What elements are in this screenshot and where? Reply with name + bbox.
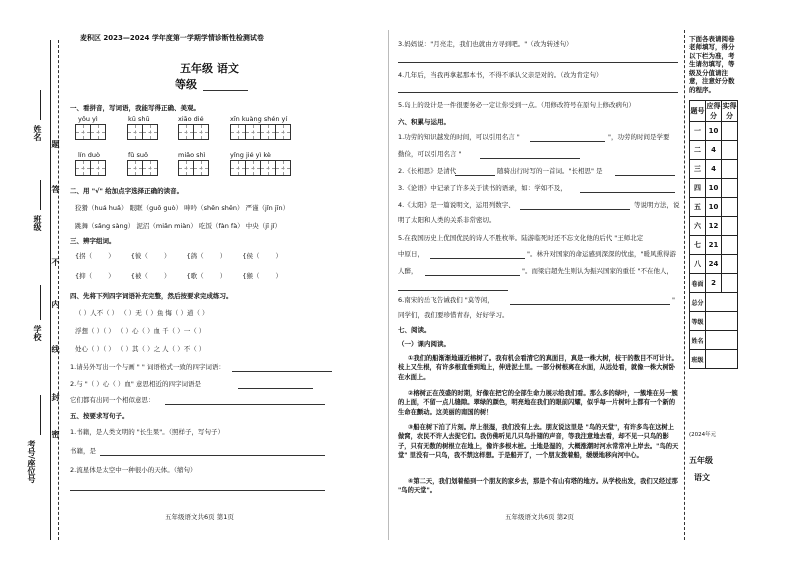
page1-footer: 五年级语文共6页 第1页 xyxy=(165,513,234,521)
q6-6-blank[interactable] xyxy=(510,304,670,305)
side-subject: 语文 xyxy=(694,473,710,482)
margin-rule xyxy=(50,40,51,540)
page2-footer: 五年级语文共6页 第2页 xyxy=(505,513,574,521)
score-row-cell[interactable] xyxy=(722,141,738,160)
q6-5b: 中原日， xyxy=(398,250,424,258)
grade-subject: 五年级 语文 xyxy=(180,62,239,75)
q6-1a: 1.功劳的知识越发的时间，可以引用名言 " xyxy=(398,133,520,141)
section7-subtitle: （一）课内阅读。 xyxy=(398,340,450,348)
section5-q2: 2.流星体是太空中一种很小的天体。（缩句） xyxy=(70,466,197,474)
reading-para-2: ②榕树正在茂盛的时期，好像在把它的全部生命力展示给我们看。那么多的绿叶，一簇堆在另一簇的上面，不留一点儿缝隙。翠绿的颜色，明亮地在我们的眼前闪耀，似乎每一片树叶上都有一个新的生命在颤动。这美丽的南国的树！ xyxy=(398,390,678,416)
char-grid-1[interactable] xyxy=(75,124,105,140)
section4-q2: 2.与 "（ ）心（ ）血" 意思相近的四字词语是 xyxy=(70,380,201,388)
section4-line1: （ ）人不（ ） （ ）无（ ）鱼 悔（ ）道（ ） xyxy=(75,309,209,317)
s5-q1-blank[interactable] xyxy=(100,455,325,456)
center-fold xyxy=(388,30,389,540)
char-grid-7[interactable] xyxy=(178,160,208,176)
s5-q2-blank[interactable] xyxy=(70,490,325,491)
score-row-full: 10 xyxy=(706,122,722,141)
score-row-label: 六 xyxy=(690,217,706,236)
q6-1c: 勤俭，可以引用名言 " xyxy=(398,150,462,158)
score-row-label: 卷面 xyxy=(690,274,706,293)
q6-2: 2.《长相思》是清代 xyxy=(398,167,457,175)
score-row-cell[interactable] xyxy=(722,122,738,141)
score-row-label: 五 xyxy=(690,198,706,217)
seal-char-5: 线 xyxy=(51,345,60,353)
section5-q1: 1.书籍，是人类文明的 "长生果"。（照样子，写句子） xyxy=(70,428,224,436)
q6-6: 6.南宋的岳飞告诫我们 "莫等闲， xyxy=(398,296,494,304)
pinyin-3: xiāo dié xyxy=(178,115,204,123)
q3: 3.妈妈说："月亮走，我们也就由方寻到吧。"（改为转述句） xyxy=(398,40,573,48)
char-grid-2[interactable] xyxy=(127,124,157,140)
section2-line2: 跳舞（sǎng sàng） 泥沼（miǎn miàn） 吃饭（fàn fà） 中央（jī jǐ） xyxy=(75,222,282,230)
score-row-label: 一 xyxy=(690,122,706,141)
section4-title: 四、先将下列四字词语补充完整，然后按要求完成练习。 xyxy=(70,292,233,300)
q6-4b: 等说明方法，说 xyxy=(634,201,680,209)
section5-title: 五、按要求写句子。 xyxy=(70,412,129,420)
level-label: 等级 xyxy=(175,78,197,91)
section3-title: 三、辨字组词。 xyxy=(70,237,116,245)
section2-title: 二、用 "√" 给加点字选择正确的读音。 xyxy=(70,187,184,195)
section4-q1: 1.请另外写出一个与画 " " 词语格式一致的四字词语： xyxy=(70,363,225,371)
class-label: 班级 xyxy=(33,215,42,231)
pinyin-4: xīn kuàng shén yí xyxy=(230,115,288,123)
q6-5d: 人醉， xyxy=(398,267,418,275)
section5-q1-answer-prefix: 书籍，是 xyxy=(70,447,96,455)
char-grid-6[interactable] xyxy=(127,160,157,176)
total-score-cell[interactable] xyxy=(706,293,738,312)
q4-blank[interactable] xyxy=(398,92,678,93)
name-cell[interactable] xyxy=(706,331,738,350)
q6-7: 同学们，我们要珍惜青春，好好学习。 xyxy=(398,311,509,319)
char-grid-4[interactable] xyxy=(230,124,290,140)
reading-para-4: ④第二天，我们划着船到一个朋友的家乡去，那是个有山有塔的地方。从学校出发，我们又经过那 "鸟的天堂"。 xyxy=(398,478,678,495)
section4-q2b: 它们都有出同一个相似意思： xyxy=(70,396,155,404)
pinyin-6: fǔ suǒ xyxy=(128,151,148,159)
score-row-label: 四 xyxy=(690,179,706,198)
q6-4: 4.《太阳》是一篇说明文，运用列数字、 xyxy=(398,201,515,209)
seal-char-3: 不 xyxy=(51,258,60,266)
q6-3-blank[interactable] xyxy=(580,192,675,193)
reading-para-3: ③船在树下泊了片刻。岸上很湿，我们没有上去。朋友说这里是 "鸟的天堂"，有许多鸟在这树上做窝，农民不许人去捉它们。我仿佛听见几只鸟扑翅的声音，等我注意地去看，却不见一只鸟的影子，只有无数的树根立在地上，像许多根木桩。土地是湿的，大概涨潮时河水常常冲上岸去。"鸟的天堂" 里没有一只鸟，我不禁这样想。于是船开了，一个朋友拨着船，缓缓地移向河中心。 xyxy=(398,424,679,460)
right-seal-dash xyxy=(684,30,685,540)
pinyin-2: kū shū xyxy=(128,115,150,123)
reading-para-1: ①我们的船渐渐地逼近榕树了。我有机会看清它的真面目，真是一株大树，枝干的数目不可计计。枝上又生根，有许多根直垂到地上，伸进泥土里。一部分树根离在水面，从远处看，就像一株大树卧在水面上。 xyxy=(398,355,678,381)
score-row-label: 三 xyxy=(690,160,706,179)
section3-line1: {拐（ ） {彼（ ） {鸽（ ） {侯（ ） xyxy=(75,252,283,260)
q6-2-blank-a[interactable] xyxy=(455,175,495,176)
score-head-full: 应得分 xyxy=(706,102,721,120)
q6-3: 3.《论语》中记录了许多关于读书的语录，如：学如不及， xyxy=(398,184,567,192)
q6-1b: "，功劳的时间是学要 xyxy=(608,133,670,141)
score-row-label: 总分 xyxy=(690,293,706,312)
score-row-full: 10 xyxy=(706,198,722,217)
s4-q1-blank[interactable] xyxy=(232,371,332,372)
side-year: (2024年元 xyxy=(689,432,717,438)
pinyin-5: lín duò xyxy=(78,151,101,159)
score-row-full: 2 xyxy=(706,274,722,293)
score-row-cell[interactable] xyxy=(722,255,738,274)
score-row-label: 二 xyxy=(690,141,706,160)
class-cell[interactable] xyxy=(706,350,738,369)
score-row-label: 八 xyxy=(690,255,706,274)
score-row-cell[interactable] xyxy=(722,236,738,255)
char-grid-3[interactable] xyxy=(178,124,208,140)
score-row-full: 4 xyxy=(706,141,722,160)
q6-4c: 明了太阳和人类的关系非常密切。 xyxy=(398,216,496,224)
score-table xyxy=(689,100,738,369)
score-row-cell[interactable] xyxy=(722,198,738,217)
section1-title: 一、看拼音，写词语，我能写得正确、美观。 xyxy=(70,104,200,112)
s4-q2-blank[interactable] xyxy=(238,388,313,389)
score-row-cell[interactable] xyxy=(722,179,738,198)
section7-title: 七、阅读。 xyxy=(398,326,431,334)
score-head-no: 题号 xyxy=(690,101,706,122)
seal-char-2: 答 xyxy=(51,185,60,193)
q6-5-blank-b[interactable] xyxy=(425,275,520,276)
score-row-label: 等级 xyxy=(690,312,706,331)
score-row-full: 12 xyxy=(706,217,722,236)
exam-no-label: 考号/座位号 xyxy=(27,440,36,483)
section6-title: 六、积累与运用。 xyxy=(398,118,450,126)
q6-6b: " xyxy=(672,296,675,304)
q5: 5.岛上的设计是一件很要务必一定让你受到一点。（用修改符号在原句上修改病句） xyxy=(398,101,635,109)
score-row-label: 姓名 xyxy=(690,331,706,350)
q6-5-blank-a[interactable] xyxy=(430,258,525,259)
score-row-cell[interactable] xyxy=(722,160,738,179)
score-row-full: 4 xyxy=(706,160,722,179)
section2-line1: 狡猾（huá huǎ） 眼眶（guō guò） 呻吟（shēn shěn） 严谨（jǐn jīn） xyxy=(75,204,290,212)
pinyin-7: miǎo shì xyxy=(178,151,206,159)
s4-q2b-blank[interactable] xyxy=(165,404,325,405)
q6-2-blank-b[interactable] xyxy=(615,175,675,176)
score-head-got: 实得分 xyxy=(722,102,737,120)
section4-line3: 处心（ ）（ ） （ ）其（ ）之 人（ ）不（ ） xyxy=(75,345,206,353)
exam-title: 麦积区 2023—2024 学年度第一学期学情诊断性检测试卷 xyxy=(80,34,264,42)
pinyin-1: yǒu yì xyxy=(78,115,98,123)
seal-dash-line xyxy=(58,40,59,540)
side-grade: 五年级 xyxy=(689,456,713,465)
q6-2b: 随骑出行时写的一首词。"长相思" 是 xyxy=(497,167,603,175)
level-cell[interactable] xyxy=(706,312,738,331)
score-row-label: 班级 xyxy=(690,350,706,369)
q6-4-blank[interactable] xyxy=(520,209,630,210)
seal-char-7: 密 xyxy=(51,430,60,438)
seal-char-4: 内 xyxy=(51,300,60,308)
score-row-full: 10 xyxy=(706,179,722,198)
section3-line2: {抑（ ） {被（ ） {歌（ ） {猴（ ） xyxy=(75,272,283,280)
section4-line2: 浮想（ ）（ ） （ ）心（ ）血 千（ ）一（ ） xyxy=(75,327,206,335)
name-label: 姓名 xyxy=(33,125,42,141)
score-row-cell[interactable] xyxy=(722,217,738,236)
q6-5c: "。林升对国家的命运感到深深的忧虑，"暖风熏得游 xyxy=(527,250,676,258)
score-row-cell[interactable] xyxy=(722,274,738,293)
seal-char-1: 题 xyxy=(51,140,60,148)
school-label: 学校 xyxy=(33,325,42,341)
q6-1-blank-a[interactable] xyxy=(530,141,605,142)
seal-char-6: 封 xyxy=(51,393,60,401)
q6-5-blank-c[interactable] xyxy=(398,290,508,291)
q6-1-blank-b[interactable] xyxy=(480,158,580,159)
score-instructions: 下面各表请阅卷老师填写，得分以下栏为准，考生请勿填写，等级及分值请注意，注意好分数的程序。 xyxy=(689,35,735,94)
char-grid-8[interactable] xyxy=(230,160,290,176)
level-blank[interactable] xyxy=(203,90,248,91)
q3-blank[interactable] xyxy=(398,62,678,63)
q6-5: 5.在我国历史上优国优民的诗人不胜枚举。陆游临死时还不忘文化他的后代 "王师北定 xyxy=(398,234,644,242)
score-row-full: 24 xyxy=(706,255,722,274)
char-grid-5[interactable] xyxy=(75,160,105,176)
q6-5e: "。而梁启超先生则认为振兴国家的重任 "不在他人， xyxy=(522,267,674,275)
score-row-label: 七 xyxy=(690,236,706,255)
score-row-full: 21 xyxy=(706,236,722,255)
q4: 4.几年后，当我再拿起那本书，不得不承认父亲是对的。（改为肯定句） xyxy=(398,71,603,79)
pinyin-8: yǐng jié yì kè xyxy=(230,151,271,159)
